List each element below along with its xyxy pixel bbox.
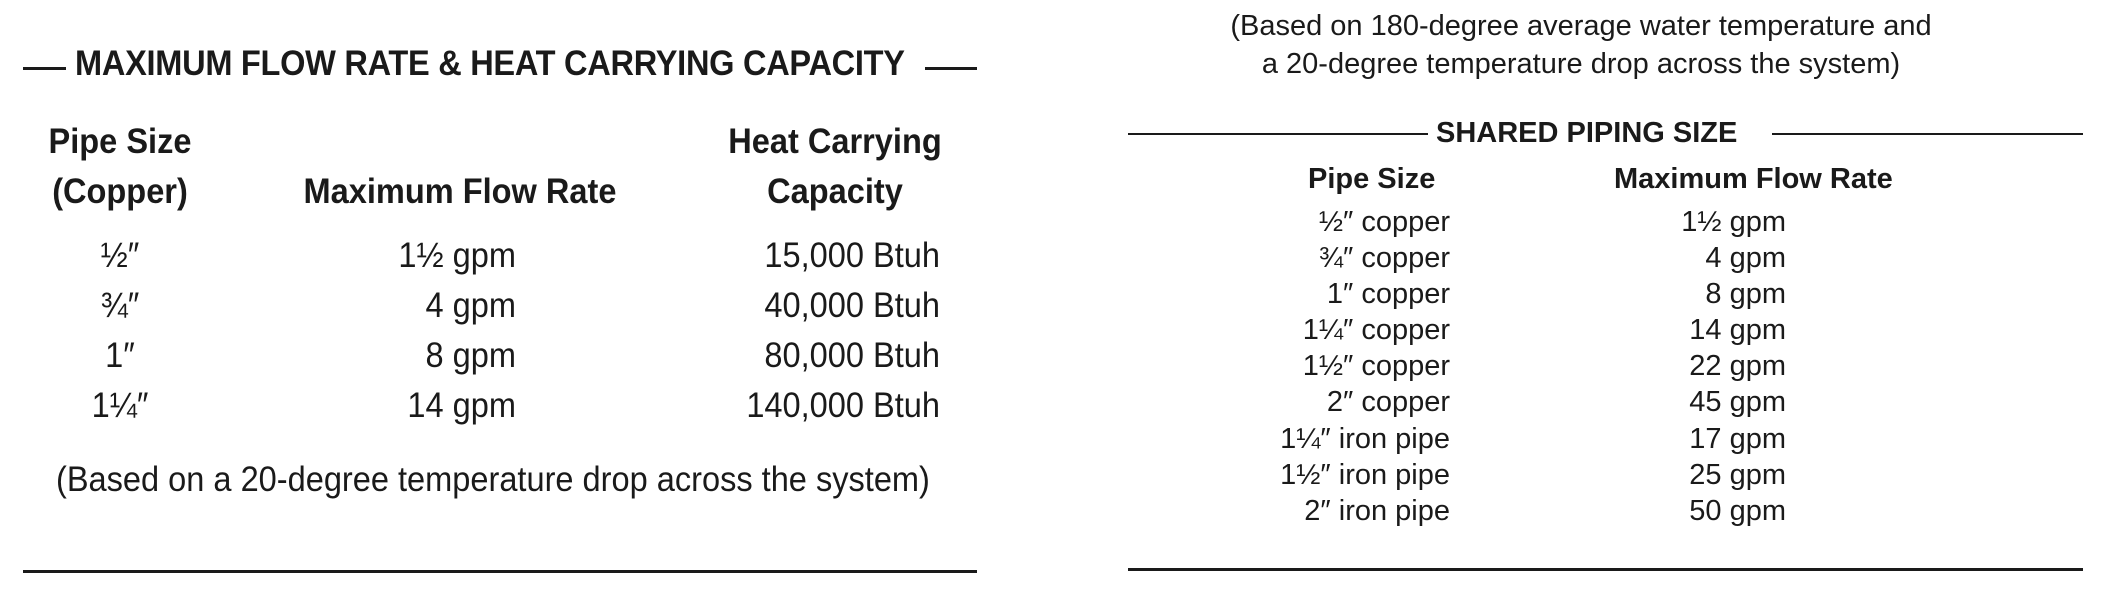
heat-capacity-cell: 80,000 Btuh (764, 336, 940, 375)
title-rule-right (1772, 133, 2083, 135)
flow-rate-cell: 8 gpm (1705, 278, 1786, 310)
pipe-size-cell: ½″ (100, 236, 140, 275)
bottom-rule (23, 570, 977, 573)
title-rule-left (23, 67, 66, 70)
pipe-size-cell: ¾″ copper (1318, 242, 1450, 274)
flow-rate-cell: 1½ gpm (398, 236, 516, 275)
heat-capacity-cell: 140,000 Btuh (746, 386, 940, 425)
flow-rate-cell: 14 gpm (407, 386, 516, 425)
intro-line: a 20-degree temperature drop across the system) (1261, 48, 1901, 80)
flow-rate-cell: 22 gpm (1689, 350, 1786, 382)
flow-rate-cell: 17 gpm (1689, 423, 1786, 455)
flow-rate-cell: 25 gpm (1689, 459, 1786, 491)
pipe-size-cell: 1¼″ iron pipe (1280, 423, 1450, 455)
table-title: SHARED PIPING SIZE (1436, 117, 1738, 149)
flow-rate-cell: 4 gpm (1705, 242, 1786, 274)
title-rule-left (1128, 133, 1428, 135)
header-capacity: Capacity (767, 172, 903, 211)
table-title: MAXIMUM FLOW RATE & HEAT CARRYING CAPACITY (75, 44, 905, 83)
flow-rate-cell: 50 gpm (1689, 495, 1786, 527)
pipe-size-cell: 1″ copper (1326, 278, 1450, 310)
header-pipe-size: Pipe Size (1308, 163, 1436, 195)
intro-line: (Based on 180-degree average water temperature and (1230, 10, 1932, 42)
bottom-rule (1128, 568, 2083, 571)
pipe-size-cell: 2″ iron pipe (1304, 495, 1450, 527)
header-pipe-material: (Copper) (52, 172, 188, 211)
pipe-size-cell: ½″ copper (1318, 206, 1450, 238)
header-pipe-size: Pipe Size (48, 122, 192, 161)
header-max-flow-rate: Maximum Flow Rate (1614, 163, 1893, 195)
heat-capacity-cell: 15,000 Btuh (764, 236, 940, 275)
header-max-flow-rate: Maximum Flow Rate (303, 172, 617, 211)
pipe-size-cell: 1¼″ (91, 386, 149, 425)
pipe-size-cell: 1″ (105, 336, 135, 375)
pipe-size-cell: 1¼″ copper (1302, 314, 1450, 346)
flow-rate-cell: 14 gpm (1689, 314, 1786, 346)
pipe-size-cell: 1½″ copper (1302, 350, 1450, 382)
pipe-size-cell: 2″ copper (1326, 386, 1450, 418)
flow-rate-cell: 45 gpm (1689, 386, 1786, 418)
flow-rate-cell: 4 gpm (425, 286, 516, 325)
pipe-size-cell: 1½″ iron pipe (1280, 459, 1450, 491)
flow-rate-cell: 8 gpm (425, 336, 516, 375)
shared-piping-size-table (1100, 0, 2102, 610)
flow-rate-cell: 1½ gpm (1681, 206, 1786, 238)
header-heat-carrying: Heat Carrying (728, 122, 942, 161)
flow-rate-heat-capacity-table (0, 0, 1000, 610)
title-rule-right (925, 67, 977, 70)
pipe-size-cell: ¾″ (100, 286, 140, 325)
table-footnote: (Based on a 20-degree temperature drop across the system) (56, 460, 930, 499)
heat-capacity-cell: 40,000 Btuh (764, 286, 940, 325)
